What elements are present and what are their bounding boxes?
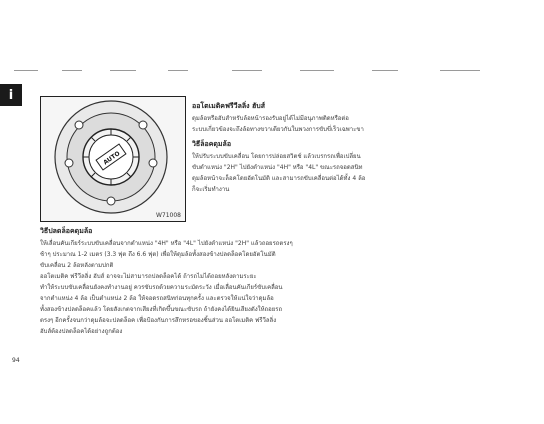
section1-text [192, 113, 492, 135]
header-rule-5 [232, 70, 262, 71]
auto-locking-hub-illustration [41, 97, 185, 221]
section3-line: ทั้งสองข้างปลดล็อคแล้ว โดยสังเกตจากเสียงที่เกิดขึ้นขณะขับรถ ถ้ายังคงได้ยินเสียงดังให้ถอยรถ [40, 306, 283, 313]
info-icon: i [0, 84, 22, 106]
section3-title: วิธีปลดล็อคดุมล้อ [40, 227, 93, 235]
section3-line: ช้าๆ ประมาณ 1-2 เมตร (3.3 ฟุต ถึง 6.6 ฟุต) เพื่อให้ดุมล้อทั้งสองข้างปลดล็อคโดยอัตโนมัติ [40, 251, 276, 258]
section3-line: ให้เลื่อนคันเกียร์ระบบขับเคลื่อนจากตำแหน่ง "4H" หรือ "4L" ไปยังตำแหน่ง "2H" แล้วถอยรถตรงๆ [40, 240, 293, 247]
header-rule-1 [14, 70, 38, 71]
header-rule-4 [168, 70, 188, 71]
header-rule-2 [62, 70, 82, 71]
hub-figure [40, 96, 186, 222]
section3-line: ฮับส์ต้องปลดล็อคได้อย่างถูกต้อง [40, 328, 123, 335]
section3-line: ขับเคลื่อน 2 ล้อหลังตามปกติ [40, 262, 114, 269]
figure-label: W71008 [155, 212, 181, 219]
section3-line: ออโตเมติค ฟรีวีลลิ่ง ฮับส์ อาจจะไม่สามารถปลดล็อคได้ ถ้ารถไม่ได้ถอยหลังตามระยะ [40, 273, 257, 280]
section1-line: ดุมล้อหรือฮับสำหรับล้อหน้ารองรับอยู่ได้ไม่มีอนุภาพติดหรือต่อ [192, 115, 349, 122]
section1-line: ระบบเกี่ยวข้องจะถึงล้อทางขวาเดียวกันในพวงการขับขี่เร็วเฉพาะขา [192, 126, 364, 133]
header-rule-6 [300, 70, 334, 71]
hub-auto-text: AUTO [102, 150, 122, 167]
section3-line: ตรงๆ อีกครั้งจนกว่าดุมล้อจะปลดล็อค เพื่อป้องกันการสึกหรอของชิ้นส่วน ออโตเมติค ฟรีวีลลิ่ง [40, 317, 277, 324]
header-rule-7 [372, 70, 398, 71]
header-rule-8 [440, 70, 480, 71]
section2-line: ดุมล้อหน้าจะล็อคโดยอัตโนมัติ และสามารถขับเคลื่อนต่อได้ทั้ง 4 ล้อ [192, 175, 366, 182]
page-number: 94 [12, 357, 20, 364]
section2-line: ให้ปรับระบบขับเคลื่อน โดยการปล่อยสวิตช์ แล้วเบรกรถเพื่อเปลี่ยน [192, 153, 361, 160]
section2-text [192, 151, 492, 195]
section1-title: ออโตเมติคฟรีวีลลิ่ง ฮับส์ [192, 102, 266, 110]
header-rule-3 [110, 70, 136, 71]
section2-title: วิธีล็อคดุมล้อ [192, 140, 232, 148]
section3-line: ทำให้ระบบขับเคลื่อนยังคงทำงานอยู่ ควรขับรถด้วยความระมัดระวัง เมื่อเลื่อนคันเกียร์ขับเคลื่อน [40, 284, 283, 291]
section2-line: ก็จะเริ่มทำงาน [192, 186, 230, 193]
section2-line: ขับตำแหน่ง "2H" ไปยังตำแหน่ง "4H" หรือ "4L" ขณะรถจอดสนิท [192, 164, 363, 171]
section3-line: จากตำแหน่ง 4 ล้อ เป็นตำแหน่ง 2 ล้อ ให้จอดรถสนิทก่อนทุกครั้ง และตรวจให้แน่ใจว่าดุมล้อ [40, 295, 274, 302]
section3-text [40, 238, 490, 337]
